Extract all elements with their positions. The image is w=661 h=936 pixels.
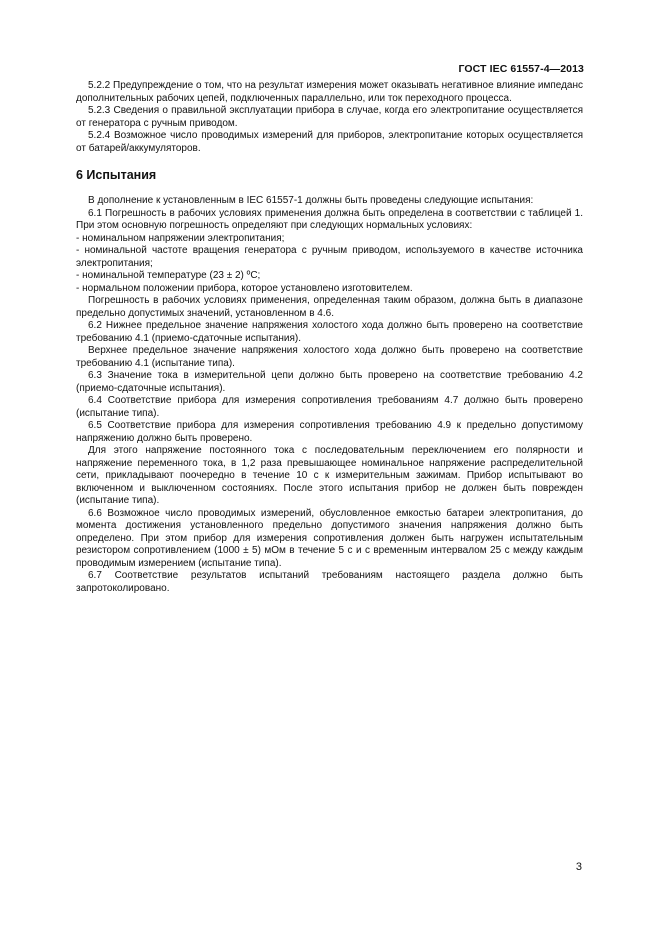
list-item: - номинальной температуре (23 ± 2) ºС; [76,270,261,281]
paragraph-6-2-upper: Верхнее предельное значение напряжения холостого хода должно быть проверено на соответствие требованию 4.1 (испытание типа). [76,345,583,369]
list-item: - номинальном напряжении электропитания; [76,232,285,244]
paragraph-5-2-3: 5.2.3 Сведения о правильной эксплуатации прибора в случае, когда его электропитание осуществляется от генератора с ручным приводом. [76,105,583,129]
paragraph-6-5-method: Для этого напряжение постоянного тока с последовательным переключением его полярности и напряжение переменного тока, в 1,2 раза превышающее номинальное напряжение распределительной сети, прикладывают поочередно в течение 10 с к измерительным зажимам. Прибор испытывают во включенном и выключенном состояниях. После этого испытания прибор не должен быть поврежден (испытание типа). [76,445,583,506]
paragraph-6-1: 6.1 Погрешность в рабочих условиях применения должна быть определена в соответствии с таблицей 1. При этом основную погрешность определяют при следующих нормальных условиях: [76,207,583,231]
paragraph-6-2: 6.2 Нижнее предельное значение напряжения холостого хода должно быть проверено на соответствие требованию 4.1 (приемо-сдаточные испытания). [76,320,583,344]
paragraph-intro: В дополнение к установленным в IEC 61557-1 должны быть проведены следующие испытания: [88,195,534,206]
paragraph-6-5: 6.5 Соответствие прибора для измерения сопротивления требованию 4.9 к предельно допустимому напряжению должно быть проверено. [76,420,583,444]
section-heading: 6 Испытания [76,168,157,182]
paragraph-6-1-note: Погрешность в рабочих условиях применения, определенная таким образом, должна быть в диапазоне предельно допустимых значений, установленном в 4.6. [76,295,583,319]
document-body [76,80,583,595]
page-number: 3 [575,861,582,873]
paragraph-6-4: 6.4 Соответствие прибора для измерения сопротивления требованиям 4.7 должно быть проверено (испытание типа). [76,395,583,419]
paragraph-5-2-4: 5.2.4 Возможное число проводимых измерений для приборов, электропитание которых осуществляется от батарей/аккумуляторов. [76,130,583,154]
paragraph-6-3: 6.3 Значение тока в измерительной цепи должно быть проверено на соответствие требованию 4.2 (приемо-сдаточные испытания). [76,370,583,394]
paragraph-6-6: 6.6 Возможное число проводимых измерений, обусловленное емкостью батареи электропитания, до момента достижения установленного предельно допустимого значения напряжения должно быть определено. При этом прибор для измерения сопротивления должен быть нагружен испытательным резистором сопротивлением (1000 ± 5) мОм в течение 5 с и с временным интервалом 25 с между каждым проводимым измерением (испытание типа). [76,507,583,569]
list-item: - номинальной частоте вращения генератора с ручным приводом, используемого в качестве источника электропитания; [76,245,583,269]
document-header: ГОСТ IEC 61557-4—2013 [458,63,584,75]
paragraph-6-7: 6.7 Соответствие результатов испытаний требованиям настоящего раздела должно быть запротоколировано. [76,570,583,594]
paragraph-5-2-2: 5.2.2 Предупреждение о том, что на результат измерения может оказывать негативное влияние импеданс дополнительных рабочих цепей, подключенных параллельно, или ток переходного процесса. [76,80,583,104]
list-item: - нормальном положении прибора, которое установлено изготовителем. [76,282,413,294]
